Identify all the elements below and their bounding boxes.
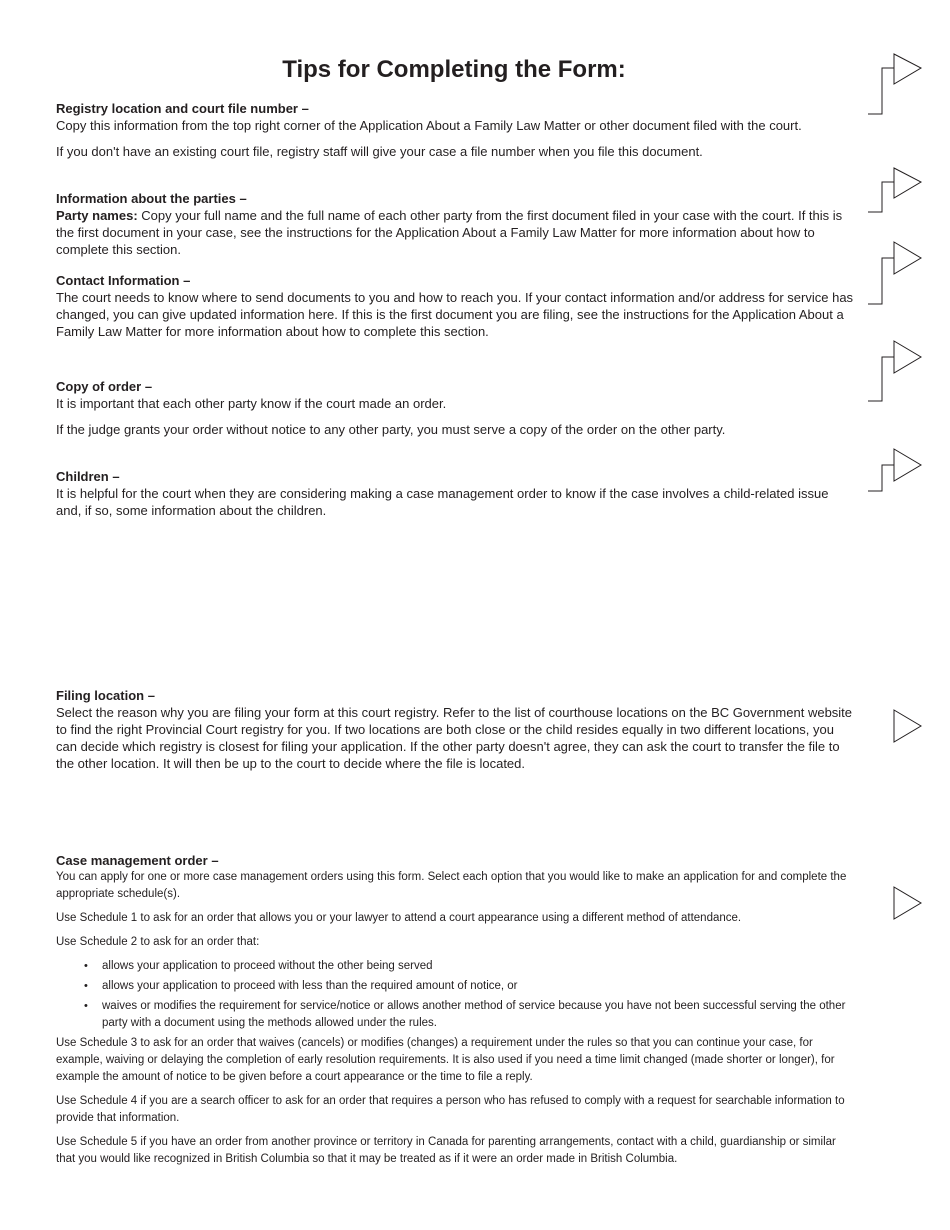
bullet-icon: • — [84, 1000, 88, 1012]
section-heading: Copy of order – — [56, 379, 153, 394]
list-item: • allows your application to proceed with less than the required amount of notice, or — [56, 978, 854, 995]
paragraph: It is helpful for the court when they are considering making a case management order to know if the case involves a child-related issue and, if so, some information about the children. — [56, 486, 829, 518]
paragraph: Select the reason why you are filing your form at this court registry. Refer to the list of courthouse locations on the BC Government website to find the right Provincial Court registry for you. If two locations are both close or the child resides equally in two different locations, you can decide which registry is closest for filing your application. If the other party doesn't agree, they can ask the court to transfer the file to the other location. It will then be up to the court to decide where the file is located. — [56, 705, 853, 771]
paragraph: Use Schedule 5 if you have an order from another province or territory in Canada for parenting arrangements, contact with a child, guardianship or similar that you would like recognized in British Columbia so that it may be treated as if it were an order made in British Columbia. — [56, 1136, 836, 1165]
section-heading: Contact Information – — [56, 273, 191, 288]
pointer-arrow-icon — [866, 166, 926, 216]
paragraph: Use Schedule 3 to ask for an order that waives (cancels) or modifies (changes) a requirement under the rules so that you can continue your case, for example, waiving or delaying the completion of early resolution requirements. It is also used if you need a time limit changed (made shorter or longer), for example the amount of notice to be given before a court appearance or the time to file a reply. — [56, 1037, 835, 1083]
section-heading: Registry location and court file number – — [56, 101, 309, 116]
party-names-label: Party names: — [56, 208, 138, 223]
pointer-arrow-icon — [890, 708, 926, 746]
paragraph: The court needs to know where to send documents to you and how to reach you. If your contact information and/or address for service has changed, you can give updated information here. If this is the first document you are filing, see the instructions for the Application About a Family Law Matter for more information about how to complete this section. — [56, 290, 854, 339]
section-registry — [56, 100, 854, 169]
schedule-2-list — [56, 958, 854, 1032]
pointer-arrow-icon — [866, 52, 926, 118]
pointer-arrow-icon — [890, 885, 926, 923]
party-names-text: Copy your full name and the full name of each other party from the first document filed in your case with the court. If this is the first document in your case, see the instructions for the Application About a Family Law Matter for more information about how to complete this section. — [56, 208, 843, 257]
section-copy-of-order — [56, 378, 854, 447]
section-contact — [56, 272, 854, 349]
section-case-management — [56, 852, 854, 1175]
list-item: • waives or modifies the requirement for service/notice or allows another method of service because you have not been successful serving the other party with a document using the methods allowed under the rules. — [84, 1000, 846, 1029]
list-item: • allows your application to proceed without the other being served — [56, 958, 854, 975]
pointer-arrow-icon — [866, 447, 926, 497]
paragraph: Copy this information from the top right corner of the Application About a Family Law Matter or other document filed with the court. — [56, 118, 802, 133]
bullet-icon: • — [84, 960, 88, 972]
section-parties — [56, 190, 854, 267]
bullet-icon: • — [84, 980, 88, 992]
pointer-arrow-icon — [866, 240, 926, 308]
section-heading: Case management order – — [56, 853, 219, 868]
page-title: Tips for Completing the Form: — [282, 56, 626, 83]
section-children — [56, 468, 854, 528]
paragraph: If the judge grants your order without notice to any other party, you must serve a copy of the order on the other party. — [56, 422, 726, 437]
paragraph: Use Schedule 1 to ask for an order that allows you or your lawyer to attend a court appearance using a different method of attendance. — [56, 912, 742, 924]
section-heading: Filing location – — [56, 688, 155, 703]
paragraph: If you don't have an existing court file, registry staff will give your case a file number when you file this document. — [56, 144, 703, 159]
paragraph: Use Schedule 2 to ask for an order that: — [56, 936, 260, 948]
section-heading: Children – — [56, 469, 120, 484]
paragraph — [56, 207, 854, 258]
section-filing-location — [56, 687, 854, 781]
paragraph: Use Schedule 4 if you are a search officer to ask for an order that requires a person who has refused to comply with a request for searchable information to provide that information. — [56, 1095, 845, 1124]
paragraph: You can apply for one or more case management orders using this form. Select each option that you would like to make an application for and complete the appropriate schedule(s). — [56, 871, 847, 900]
section-heading: Information about the parties – — [56, 191, 247, 206]
paragraph: It is important that each other party know if the court made an order. — [56, 396, 447, 411]
pointer-arrow-icon — [866, 339, 926, 405]
